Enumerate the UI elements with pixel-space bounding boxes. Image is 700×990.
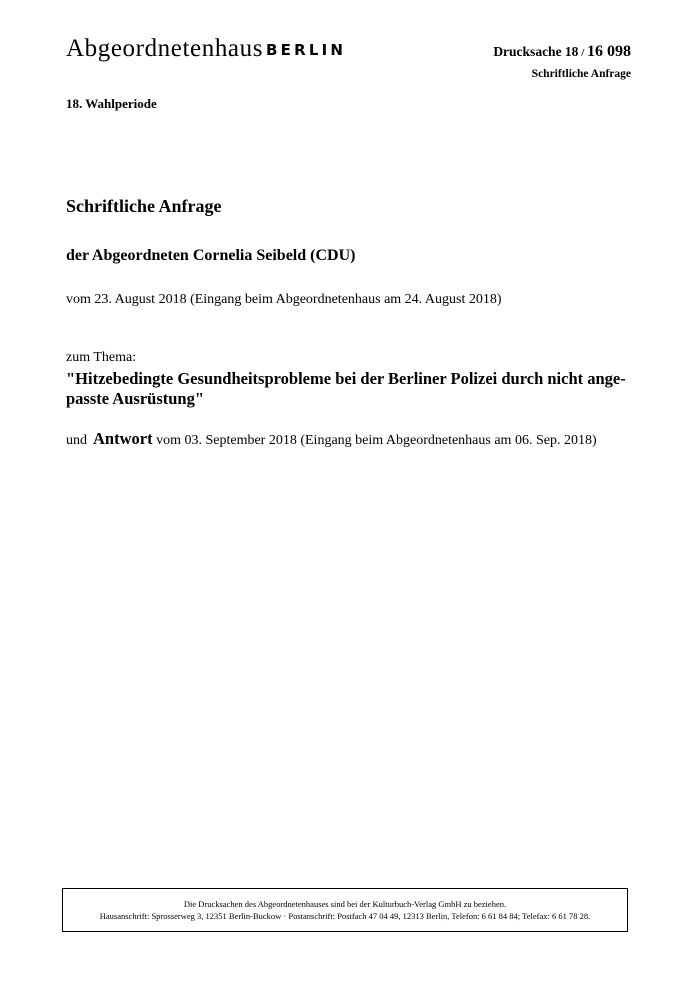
footer-box <box>62 888 628 932</box>
page-title: Schriftliche Anfrage <box>66 196 222 216</box>
date-line: vom 23. August 2018 (Eingang beim Abgeordnetenhaus am 24. August 2018) <box>66 292 502 307</box>
document-type: Schriftliche Anfrage <box>531 68 631 80</box>
footer-line-2: Hausanschrift: Sprosserweg 3, 12351 Berlin-Buckow · Postanschrift: Postfach 47 04 49, 12313 Berlin, Telefon: 6 61 84 84; Telefax: 6 61 78 28. <box>99 911 591 921</box>
topic-line-2: passte Ausrüstung" <box>66 389 204 408</box>
logo-wordmark: Abgeordnetenhaus <box>66 35 264 62</box>
answer-line <box>66 429 597 449</box>
document-number-prefix: Drucksache 18 <box>493 44 579 59</box>
answer-und: und <box>66 433 87 448</box>
document-number <box>493 44 631 60</box>
topic-heading <box>66 369 636 409</box>
document-number-value: 16 098 <box>587 43 631 60</box>
author-line: der Abgeordneten Cornelia Seibeld (CDU) <box>66 247 356 264</box>
answer-keyword: Antwort <box>93 429 153 448</box>
footer-line-1: Die Drucksachen des Abgeordnetenhauses sind bei der Kulturbuch-Verlag GmbH zu beziehen. <box>183 899 507 909</box>
document-number-slash: / <box>578 47 587 59</box>
legislative-period: 18. Wahlperiode <box>66 96 157 111</box>
parliament-logo <box>66 36 346 61</box>
answer-date: vom 03. September 2018 (Eingang beim Abgeordnetenhaus am 06. Sep. 2018) <box>152 433 597 448</box>
logo-city: BERLIN <box>266 41 347 59</box>
topic-line-1: "Hitzebedingte Gesundheitsprobleme bei der Berliner Polizei durch nicht ange- <box>66 369 626 388</box>
topic-label: zum Thema: <box>66 350 137 365</box>
